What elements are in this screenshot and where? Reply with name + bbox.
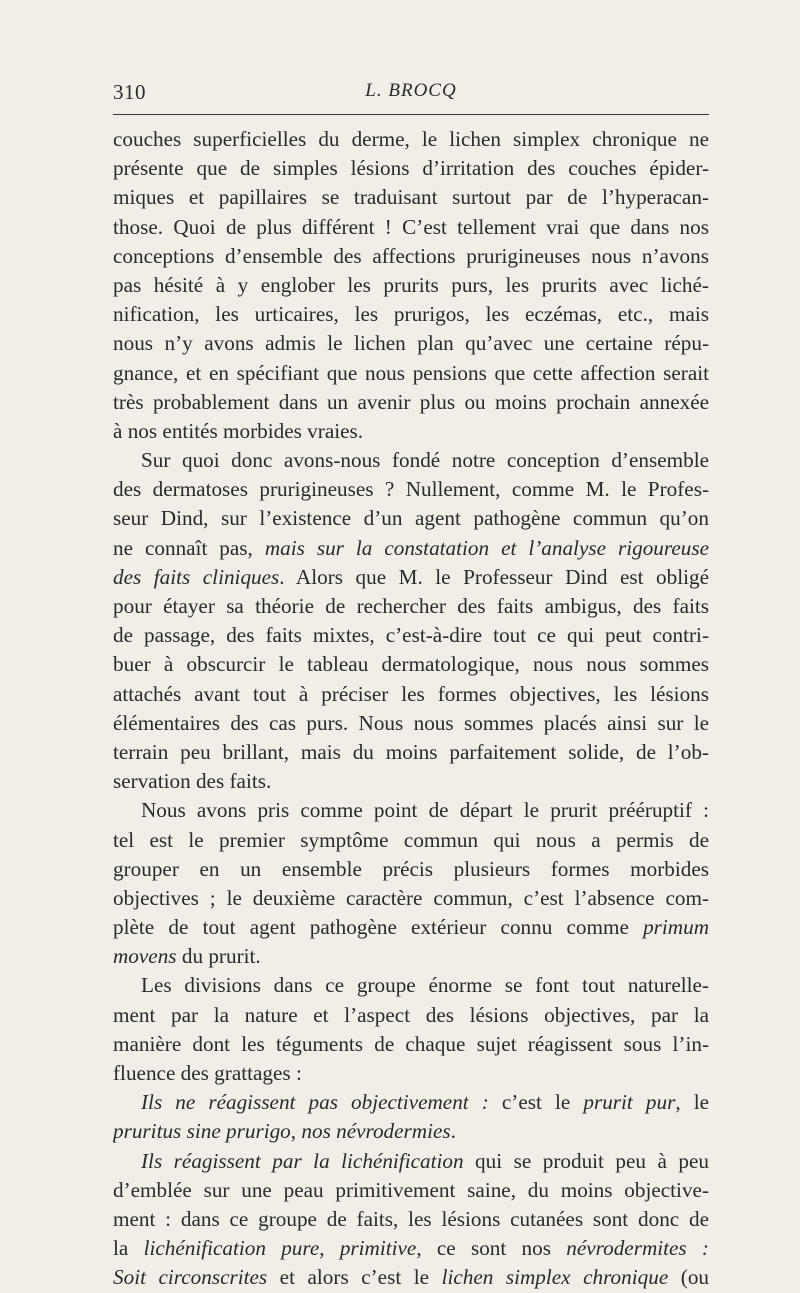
- italic-text: Ils réagissent par la lichénification: [141, 1148, 464, 1173]
- text-run: .: [450, 1119, 456, 1144]
- text-run: à nos entités morbides vraies.: [113, 418, 364, 443]
- text-line: [113, 1263, 709, 1292]
- body-text: [113, 125, 709, 1293]
- text-line: [113, 826, 709, 855]
- text-line: [113, 388, 709, 417]
- text-line: [113, 855, 709, 884]
- text-line: [113, 1001, 709, 1030]
- text-run: du prurit.: [176, 944, 261, 969]
- text-line: [113, 884, 709, 913]
- text-line: [113, 1088, 709, 1117]
- text-run: plète de tout agent pathogène extérieur connu comme: [113, 915, 644, 940]
- text-run: d’emblée sur une peau primitivement saine, du moins objective-: [113, 1177, 709, 1202]
- text-run: (ou: [668, 1265, 709, 1290]
- page-number: 310: [113, 80, 146, 104]
- text-run: gnance, et en spécifiant que nous pensions que cette affection serait: [113, 360, 709, 385]
- text-run: ne connaît pas,: [113, 535, 265, 560]
- running-head: [113, 80, 709, 110]
- text-line: [113, 242, 709, 271]
- running-head-author: L. BROCQ: [365, 80, 457, 101]
- italic-text: lichénification pure: [143, 1236, 320, 1261]
- text-run: ,: [319, 1236, 340, 1261]
- text-run: pour étayer sa théorie de rechercher des faits ambigus, des faits: [113, 594, 709, 618]
- text-run: miques et papillaires se traduisant surtout par de l’hyperacan-: [113, 185, 709, 210]
- text-run: ,: [290, 1119, 302, 1144]
- text-run: nous n’y avons admis le lichen plan qu’avec une certaine répu-: [113, 331, 709, 356]
- text-line: [113, 213, 709, 242]
- header-rule: [113, 114, 709, 115]
- text-run: et alors c’est le: [267, 1265, 442, 1290]
- text-line: [113, 300, 709, 329]
- text-line: [113, 913, 709, 942]
- text-run: fluence des grattages :: [113, 1061, 302, 1085]
- text-run: tel est le premier symptôme commun qui nous a permis de: [113, 827, 709, 852]
- text-line: [113, 592, 709, 621]
- text-line: [113, 154, 709, 183]
- text-run: Les divisions dans ce groupe énorme se font tout naturelle-: [141, 973, 709, 998]
- text-run: ment par la nature et l’aspect des lésions objectives, par la: [113, 1002, 709, 1027]
- text-run: Sur quoi donc avons-nous fondé notre conception d’ensemble: [141, 448, 709, 473]
- text-line: [113, 650, 709, 679]
- text-line: [113, 796, 709, 825]
- text-run: des dermatoses prurigineuses ? Nullement, comme M. le Profes-: [113, 477, 709, 502]
- text-line: [113, 271, 709, 300]
- text-run: élémentaires des cas purs. Nous nous sommes placés ainsi sur le: [113, 710, 709, 735]
- text-line: [113, 709, 709, 738]
- text-line: [113, 1117, 709, 1146]
- text-line: [113, 942, 709, 971]
- text-line: [113, 1059, 709, 1088]
- italic-text: Soit circonscrites: [113, 1265, 268, 1290]
- italic-text: lichen simplex chronique: [441, 1265, 669, 1290]
- text-run: ment : dans ce groupe de faits, les lésions cutanées sont donc de: [113, 1206, 709, 1231]
- text-run: de passage, des faits mixtes, c’est-à-dire tout ce qui peut contri-: [113, 623, 709, 648]
- text-run: présente que de simples lésions d’irritation des couches épider-: [113, 156, 709, 181]
- italic-text: des faits cliniques: [113, 564, 280, 589]
- text-run: manière dont les téguments de chaque sujet réagissent sous l’in-: [113, 1031, 709, 1056]
- text-run: Nous avons pris comme point de départ le prurit prééruptif :: [141, 798, 709, 823]
- italic-text: primum: [643, 915, 709, 940]
- text-run: terrain peu brillant, mais du moins parfaitement solide, de l’ob-: [113, 739, 709, 764]
- text-line: [113, 680, 709, 709]
- text-run: c’est le: [488, 1090, 584, 1115]
- text-line: [113, 1147, 709, 1176]
- text-run: attachés avant tout à préciser les formes objectives, les lésions: [113, 681, 709, 706]
- text-run: nification, les urticaires, les prurigos, les eczémas, etc., mais: [113, 302, 709, 327]
- text-line: [113, 417, 709, 446]
- text-line: [113, 359, 709, 388]
- text-run: , ce sont nos: [416, 1236, 567, 1261]
- text-run: those. Quoi de plus différent ! C’est tellement vrai que dans nos: [113, 214, 709, 239]
- text-line: [113, 183, 709, 212]
- text-line: [113, 475, 709, 504]
- text-line: [113, 125, 709, 154]
- text-run: conceptions d’ensemble des affections prurigineuses nous n’avons: [113, 243, 709, 268]
- text-line: [113, 329, 709, 358]
- text-line: [113, 621, 709, 650]
- text-line: [113, 1234, 709, 1263]
- text-line: [113, 534, 709, 563]
- text-run: buer à obscurcir le tableau dermatologique, nous nous sommes: [113, 652, 709, 677]
- text-run: la: [113, 1236, 144, 1261]
- text-run: couches superficielles du derme, le lichen simplex chronique ne: [113, 127, 709, 151]
- italic-text: Ils ne réagissent pas objectivement :: [141, 1090, 489, 1115]
- text-run: qui se produit peu à peu: [463, 1148, 709, 1173]
- text-line: [113, 504, 709, 533]
- text-line: [113, 767, 709, 796]
- text-run: grouper en un ensemble précis plusieurs formes morbides: [113, 856, 709, 881]
- italic-text: mais sur la constatation et l’analyse rigoureuse: [264, 535, 709, 560]
- italic-text: nos névrodermies: [301, 1119, 451, 1144]
- text-run: pas hésité à y englober les prurits purs, les prurits avec liché-: [113, 272, 709, 297]
- text-line: [113, 1176, 709, 1205]
- italic-text: primitive: [339, 1236, 417, 1261]
- italic-text: prurit pur: [583, 1090, 676, 1115]
- text-run: servation des faits.: [113, 769, 272, 794]
- text-run: . Alors que M. le Professeur Dind est obligé: [279, 564, 709, 589]
- text-run: seur Dind, sur l’existence d’un agent pathogène commun qu’on: [113, 506, 709, 531]
- text-run: très probablement dans un avenir plus ou moins prochain annexée: [113, 389, 709, 414]
- text-run: , le: [675, 1090, 709, 1115]
- text-line: [113, 446, 709, 475]
- text-line: [113, 1030, 709, 1059]
- text-line: [113, 738, 709, 767]
- italic-text: pruritus sine prurigo: [113, 1119, 291, 1144]
- text-line: [113, 971, 709, 1000]
- italic-text: névrodermites :: [566, 1236, 709, 1261]
- text-line: [113, 563, 709, 592]
- text-line: [113, 1205, 709, 1234]
- italic-text: movens: [113, 944, 177, 969]
- text-run: objectives ; le deuxième caractère commun, c’est l’absence com-: [113, 885, 709, 910]
